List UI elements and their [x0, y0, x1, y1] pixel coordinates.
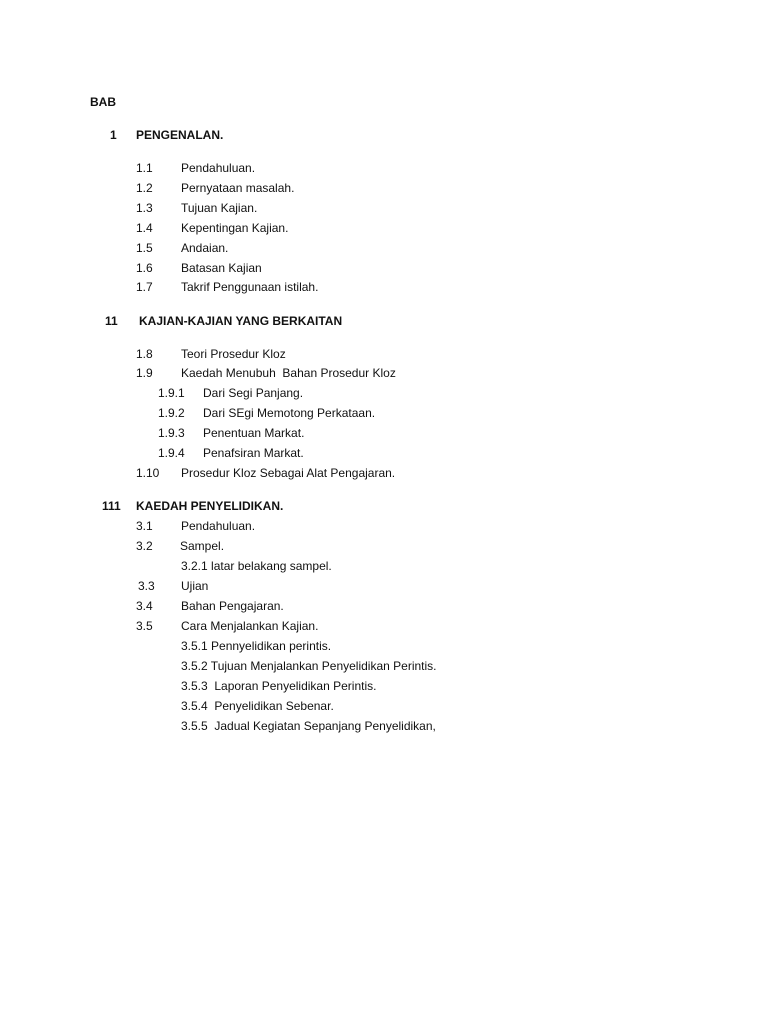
- toc-item-number: 1.1: [136, 161, 153, 175]
- toc-subitem-number: 1.9.2: [158, 406, 185, 420]
- toc-item-text: Takrif Penggunaan istilah.: [181, 280, 319, 294]
- toc-item-number: 1.10: [136, 466, 160, 480]
- toc-item-number: 1.8: [136, 347, 153, 361]
- toc-subitem-text: 3.5.1 Pennyelidikan perintis.: [181, 639, 332, 653]
- toc-item-text: Cara Menjalankan Kajian.: [181, 619, 319, 633]
- toc-subitem-text: 3.2.1 latar belakang sampel.: [181, 559, 332, 573]
- toc-item-text: Sampel.: [180, 539, 225, 553]
- toc-subitem-text: 3.5.5 Jadual Kegiatan Sepanjang Penyelidikan,: [181, 719, 436, 733]
- toc-item-number: 1.9: [136, 366, 153, 380]
- chapter-number: 11: [105, 314, 118, 328]
- toc-item-number: 3.3: [138, 579, 155, 593]
- chapter-number: 1: [110, 128, 117, 142]
- toc-item-text: Pendahuluan.: [181, 519, 256, 533]
- toc-item-number: 1.4: [136, 221, 153, 235]
- toc-item-text: Tujuan Kajian.: [181, 201, 258, 215]
- toc-subitem-text: 3.5.2 Tujuan Menjalankan Penyelidikan Perintis.: [181, 659, 437, 673]
- toc-item-text: Pernyataan masalah.: [181, 181, 295, 195]
- toc-item-text: Prosedur Kloz Sebagai Alat Pengajaran.: [181, 466, 396, 480]
- toc-item-number: 1.3: [136, 201, 153, 215]
- toc-subitem-number: 1.9.1: [158, 386, 185, 400]
- toc-item-number: 1.7: [136, 280, 153, 294]
- toc-subitem-number: 1.9.4: [158, 446, 185, 460]
- toc-subitem-text: Dari SEgi Memotong Perkataan.: [203, 406, 376, 420]
- toc-item-text: Andaian.: [181, 241, 229, 255]
- chapter-title: KAEDAH PENYELIDIKAN.: [136, 499, 284, 513]
- toc-item-text: Bahan Pengajaran.: [181, 599, 284, 613]
- toc-subitem-text: Penafsiran Markat.: [203, 446, 304, 460]
- toc-subitem-text: 3.5.3 Laporan Penyelidikan Perintis.: [181, 679, 377, 693]
- chapter-title: PENGENALAN.: [136, 128, 224, 142]
- toc-item-text: Ujian: [181, 579, 209, 593]
- chapter-number: 111: [102, 499, 121, 513]
- toc-item-number: 3.1: [136, 519, 153, 533]
- chapter-title: KAJIAN-KAJIAN YANG BERKAITAN: [139, 314, 343, 328]
- toc-subitem-number: 1.9.3: [158, 426, 185, 440]
- toc-item-number: 3.4: [136, 599, 153, 613]
- toc-item-text: Kepentingan Kajian.: [181, 221, 289, 235]
- bab-header: BAB: [90, 95, 116, 109]
- toc-item-number: 3.2: [136, 539, 153, 553]
- toc-subitem-text: Penentuan Markat.: [203, 426, 305, 440]
- toc-item-text: Kaedah Menubuh Bahan Prosedur Kloz: [181, 366, 396, 380]
- toc-item-text: Pendahuluan.: [181, 161, 256, 175]
- toc-subitem-text: 3.5.4 Penyelidikan Sebenar.: [181, 699, 334, 713]
- toc-item-text: Batasan Kajian: [181, 261, 262, 275]
- toc-item-number: 3.5: [136, 619, 153, 633]
- toc-item-number: 1.2: [136, 181, 153, 195]
- toc-item-number: 1.5: [136, 241, 153, 255]
- toc-item-text: Teori Prosedur Kloz: [181, 347, 286, 361]
- toc-item-number: 1.6: [136, 261, 153, 275]
- toc-subitem-text: Dari Segi Panjang.: [203, 386, 304, 400]
